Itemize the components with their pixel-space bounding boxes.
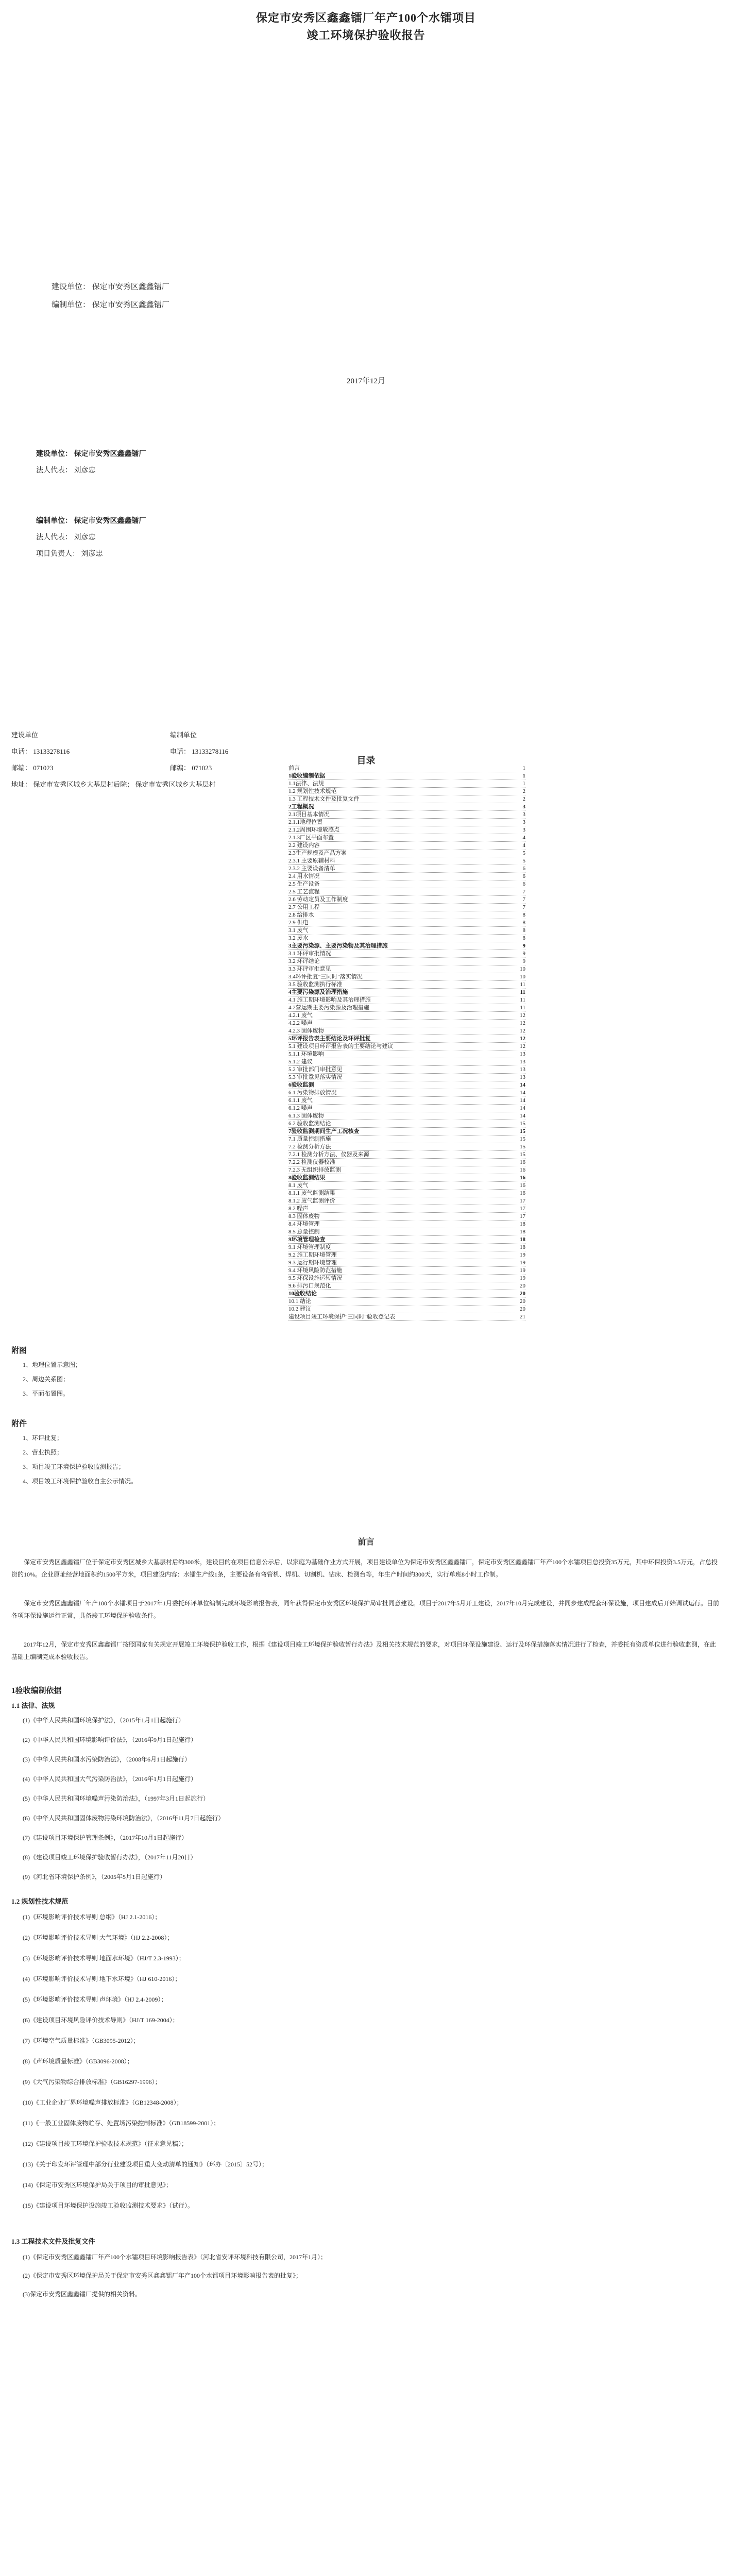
toc-entry-page: 3 bbox=[522, 827, 525, 833]
doc-item: (1)《保定市安秀区鑫鑫镭厂年产100个水镭项目环境影响报告表》（河北省安评环境科技有限公司，2017年1月）； bbox=[23, 2253, 327, 2261]
figures-heading: 附图 bbox=[11, 1347, 27, 1355]
toc-entry[interactable] bbox=[288, 1182, 525, 1190]
toc-entry-title: 6.1.3 固体废物 bbox=[288, 1113, 324, 1119]
toc-entry-page: 4 bbox=[522, 835, 525, 841]
toc-entry-title: 8.3 固体废物 bbox=[288, 1213, 320, 1219]
toc-entry-title: 6.1.1 废气 bbox=[288, 1097, 313, 1104]
toc-entry-title: 10.2 建议 bbox=[288, 1306, 311, 1312]
toc-entry-page: 17 bbox=[520, 1198, 525, 1204]
toc-entry-page: 1 bbox=[522, 781, 525, 787]
toc-entry-page: 2 bbox=[522, 788, 525, 794]
toc-entry-page: 16 bbox=[520, 1175, 525, 1181]
toc-entry-title: 3.4环评批复"三同时"落实情况 bbox=[288, 974, 363, 980]
toc-entry[interactable] bbox=[288, 765, 525, 772]
toc-entry-page: 20 bbox=[520, 1283, 525, 1289]
toc-entry-title: 3.2 环评结论 bbox=[288, 958, 320, 964]
toc-entry-title: 2.1.3厂区平面布置 bbox=[288, 835, 334, 841]
toc-entry-title: 3.3 环评审批意见 bbox=[288, 966, 331, 972]
toc-entry[interactable] bbox=[288, 1151, 525, 1159]
toc-entry-title: 2.3.1 主要原辅材料 bbox=[288, 858, 335, 864]
toc-entry-page: 14 bbox=[520, 1082, 525, 1088]
figure-item: 3、平面布置图。 bbox=[23, 1390, 70, 1397]
annex-heading: 附件 bbox=[11, 1420, 27, 1428]
doc-item: (3)保定市安秀区鑫鑫镭厂提供的相关资料。 bbox=[23, 2291, 141, 2298]
toc-entry-title: 2.9 供电 bbox=[288, 920, 309, 926]
contact-right-unit: 编制单位 bbox=[170, 731, 197, 739]
toc-entry-page: 21 bbox=[520, 1314, 525, 1320]
doc-item: (2)《保定市安秀区环境保护局关于保定市安秀区鑫鑫镭厂年产100个水镭项目环境影响报告表的批复》； bbox=[23, 2272, 302, 2279]
toc-entry[interactable] bbox=[288, 1159, 525, 1166]
toc-entry-page: 5 bbox=[522, 850, 525, 856]
toc-entry-page: 14 bbox=[520, 1090, 525, 1096]
toc-entry[interactable] bbox=[288, 981, 525, 989]
preface-p1: 保定市安秀区鑫鑫镭厂位于保定市安秀区城乡大基层村后约300米，建设目的在项目信息公示后，以家庭为基础作业方式开展，项目建设单位为保定市安秀区鑫鑫镭厂，保定市安秀区鑫鑫镭厂年产100个水镭项目总投资35万元，其中环保投资3.5万元，占总投资的10%。企业原址经营地面积约1500平方米，项目建设内容：水镭生产线1条，主要设备有弯管机、焊机、切割机、钻床、检测台等，年生产时间约300天，实行单班8小时工作制。 bbox=[11, 1558, 718, 1578]
toc-entry[interactable] bbox=[288, 1259, 525, 1267]
spec-item: (11)《一般工业固体废物贮存、处置场污染控制标准》（GB18599-2001）； bbox=[23, 2120, 220, 2127]
toc-entry[interactable] bbox=[288, 1251, 525, 1259]
toc-entry-title: 9环境管理检查 bbox=[288, 1236, 326, 1243]
toc-entry-title: 8.2 噪声 bbox=[288, 1206, 309, 1212]
toc-entry-page: 3 bbox=[522, 819, 525, 825]
toc-entry[interactable] bbox=[288, 1058, 525, 1066]
spec-item: (7)《环境空气质量标准》（GB3095-2012）； bbox=[23, 2037, 140, 2044]
toc-entry-title: 5环评报告表主要结论及环评批复 bbox=[288, 1036, 371, 1042]
toc-entry-page: 15 bbox=[520, 1121, 525, 1127]
toc-entry[interactable] bbox=[288, 950, 525, 958]
toc-entry-page: 12 bbox=[520, 1043, 525, 1049]
toc-entry[interactable] bbox=[288, 1313, 525, 1321]
toc-entry-page: 6 bbox=[522, 866, 525, 872]
toc-entry-page: 14 bbox=[520, 1105, 525, 1111]
figure-item: 1、地理位置示意图； bbox=[23, 1361, 82, 1368]
toc-entry-page: 9 bbox=[522, 951, 525, 957]
toc-entry[interactable] bbox=[288, 1275, 525, 1282]
toc-entry-title: 前言 bbox=[288, 765, 300, 771]
contact-left-tel: 电话： 13133278116 bbox=[11, 748, 70, 755]
toc-entry-title: 7.2.2 检测仪器校准 bbox=[288, 1159, 335, 1165]
toc-entry-page: 15 bbox=[520, 1144, 525, 1150]
toc-entry-page: 17 bbox=[520, 1206, 525, 1212]
toc-entry-title: 2.1项目基本情况 bbox=[288, 811, 330, 818]
toc-entry[interactable] bbox=[288, 1221, 525, 1228]
toc-entry[interactable] bbox=[288, 803, 525, 811]
toc-entry-page: 12 bbox=[520, 1020, 525, 1026]
law-item: (3)《中华人民共和国水污染防治法》，（2008年6月1日起施行） bbox=[23, 1756, 191, 1763]
toc-entry-page: 8 bbox=[522, 920, 525, 926]
toc-entry-title: 2.7 公用工程 bbox=[288, 904, 320, 910]
law-item: (5)《中华人民共和国环境噪声污染防治法》，（1997年3月1日起施行） bbox=[23, 1795, 209, 1802]
toc-entry-page: 1 bbox=[522, 765, 525, 771]
toc-entry[interactable] bbox=[288, 958, 525, 965]
toc-entry[interactable] bbox=[288, 1004, 525, 1012]
toc-entry-page: 11 bbox=[520, 981, 525, 988]
toc-entry-page: 7 bbox=[522, 896, 525, 903]
spec-item: (12)《建设项目竣工环境保护验收技术规范》（征求意见稿）； bbox=[23, 2140, 188, 2147]
toc-entry-page: 10 bbox=[520, 966, 525, 972]
contact-right-zip: 邮编： 071023 bbox=[170, 764, 212, 772]
sec1-sub3: 1.3 工程技术文件及批复文件 bbox=[11, 2238, 95, 2245]
preface-heading: 前言 bbox=[358, 1538, 374, 1547]
cover-date: 2017年12月 bbox=[346, 377, 385, 385]
toc-entry-title: 9.1 环境管理制度 bbox=[288, 1244, 331, 1250]
toc-entry[interactable] bbox=[288, 826, 525, 834]
toc-entry-title: 9.5 环保设施运转情况 bbox=[288, 1275, 343, 1281]
toc-entry[interactable] bbox=[288, 819, 525, 826]
annex-item: 1、环评批复； bbox=[23, 1434, 63, 1442]
toc-entry-page: 20 bbox=[520, 1291, 525, 1297]
toc-entry[interactable] bbox=[288, 996, 525, 1004]
toc-entry-page: 4 bbox=[522, 842, 525, 849]
toc-entry-page: 13 bbox=[520, 1066, 525, 1073]
spec-item: (1)《环境影响评价技术导则 总纲》（HJ 2.1-2016）； bbox=[23, 1913, 161, 1921]
toc-entry-title: 5.1.1 环境影响 bbox=[288, 1051, 324, 1057]
toc-entry[interactable] bbox=[288, 973, 525, 981]
toc-entry-title: 建设项目竣工环境保护"三同时"验收登记表 bbox=[288, 1314, 395, 1320]
toc-entry-page: 12 bbox=[520, 1012, 525, 1019]
toc-entry[interactable] bbox=[288, 1298, 525, 1306]
sec1-sub2: 1.2 规划性技术规范 bbox=[11, 1897, 69, 1905]
law-item: (6)《中华人民共和国固体废物污染环境防治法》，（2016年11月7日起施行） bbox=[23, 1815, 225, 1822]
toc-entry-page: 8 bbox=[522, 912, 525, 918]
toc-entry-title: 8.5 总量控制 bbox=[288, 1229, 320, 1235]
toc-entry-page: 6 bbox=[522, 873, 525, 879]
toc-entry-title: 3.5 验收监测执行标准 bbox=[288, 981, 343, 988]
toc-entry[interactable] bbox=[288, 857, 525, 865]
toc-entry-title: 1验收编制依据 bbox=[288, 773, 326, 779]
toc-entry[interactable] bbox=[288, 880, 525, 888]
toc-entry-title: 6.1.2 噪声 bbox=[288, 1105, 313, 1111]
toc-entry[interactable] bbox=[288, 1143, 525, 1151]
sec1-sub1: 1.1 法律、法规 bbox=[11, 1702, 55, 1709]
toc-entry-page: 16 bbox=[520, 1182, 525, 1189]
toc-entry-title: 7.2 检测分析方法 bbox=[288, 1144, 331, 1150]
toc-entry[interactable] bbox=[288, 1197, 525, 1205]
toc-entry-page: 8 bbox=[522, 927, 525, 934]
toc-entry[interactable] bbox=[288, 989, 525, 996]
toc-entry-title: 6.2 验收监测结论 bbox=[288, 1121, 331, 1127]
toc-entry[interactable] bbox=[288, 1136, 525, 1143]
toc-entry[interactable] bbox=[288, 1012, 525, 1020]
toc-entry-page: 16 bbox=[520, 1159, 525, 1165]
contact-address: 地址： 保定市安秀区城乡大基层村后院； 保定市安秀区城乡大基层村 bbox=[11, 781, 216, 788]
toc-entry[interactable] bbox=[288, 1205, 525, 1213]
toc-entry[interactable] bbox=[288, 788, 525, 795]
toc-entry[interactable] bbox=[288, 919, 525, 927]
toc-entry-title: 3主要污染源、主要污染物及其治理措施 bbox=[288, 943, 388, 949]
builder: 建设单位： 保定市安秀区鑫鑫镭厂 bbox=[36, 450, 146, 458]
toc-entry-page: 19 bbox=[520, 1275, 525, 1281]
toc-entry-title: 9.3 运行期环境管理 bbox=[288, 1260, 337, 1266]
toc-entry-title: 8.4 环境管理 bbox=[288, 1221, 320, 1227]
toc-entry-title: 8验收监测结果 bbox=[288, 1175, 326, 1181]
toc-entry-page: 14 bbox=[520, 1113, 525, 1119]
figure-item: 2、周边关系图； bbox=[23, 1376, 70, 1383]
toc-entry-title: 4.2.1 废气 bbox=[288, 1012, 313, 1019]
toc-entry-page: 9 bbox=[522, 943, 525, 949]
toc-entry-page: 2 bbox=[522, 796, 525, 802]
toc-entry[interactable] bbox=[288, 1174, 525, 1182]
toc-entry-title: 2工程概况 bbox=[288, 804, 314, 810]
toc-entry-title: 2.1.2周围环境敏感点 bbox=[288, 827, 339, 833]
annex-item: 3、项目竣工环境保护验收监测报告； bbox=[23, 1463, 125, 1470]
toc-entry-title: 8.1 废气 bbox=[288, 1182, 309, 1189]
toc-entry[interactable] bbox=[288, 873, 525, 880]
toc-entry-page: 7 bbox=[522, 904, 525, 910]
toc-entry[interactable] bbox=[288, 842, 525, 850]
preface-p2: 保定市安秀区鑫鑫镭厂年产100个水镭项目于2017年1月委托环评单位编制完成环境影响报告表，同年获得保定市安秀区环境保护局审批同意建设。项目于2017年5月开工建设，2017年10月完成建设，并同步建成配套环保设施，项目建成后开始调试运行。目前各项环保设施运行正常，具备竣工环境保护验收条件。 bbox=[11, 1600, 720, 1619]
cover-title-line1: 保定市安秀区鑫鑫镭厂年产100个水镭项目 bbox=[256, 11, 476, 24]
toc-entry-page: 3 bbox=[522, 804, 525, 810]
toc-entry[interactable] bbox=[288, 1066, 525, 1074]
toc-entry[interactable] bbox=[288, 935, 525, 942]
toc-entry-title: 5.1 建设项目环评报告表的主要结论与建议 bbox=[288, 1043, 394, 1049]
sec1-heading: 1验收编制依据 bbox=[11, 1687, 62, 1695]
toc-entry-title: 6.1 污染物排放情况 bbox=[288, 1090, 337, 1096]
toc-entry[interactable] bbox=[288, 1089, 525, 1097]
toc-entry[interactable] bbox=[288, 1244, 525, 1251]
spec-item: (2)《环境影响评价技术导则 大气环境》（HJ 2.2-2008）； bbox=[23, 1934, 174, 1941]
spec-item: (8)《声环境质量标准》（GB3096-2008）； bbox=[23, 2058, 133, 2065]
toc-entry-page: 1 bbox=[522, 773, 525, 779]
toc-entry[interactable] bbox=[288, 772, 525, 780]
toc-entry-title: 2.5 生产设备 bbox=[288, 881, 320, 887]
toc-entry-page: 12 bbox=[520, 1028, 525, 1034]
toc-entry[interactable] bbox=[288, 1282, 525, 1290]
spec-item: (5)《环境影响评价技术导则 声环境》（HJ 2.4-2009）； bbox=[23, 1996, 167, 2003]
toc-entry-page: 13 bbox=[520, 1074, 525, 1080]
toc-entry-page: 18 bbox=[520, 1229, 525, 1235]
toc-entry-title: 4主要污染源及治理措施 bbox=[288, 989, 348, 995]
toc-entry-title: 4.2.2 噪声 bbox=[288, 1020, 313, 1026]
toc-entry-page: 8 bbox=[522, 935, 525, 941]
toc-entry-page: 5 bbox=[522, 858, 525, 864]
spec-item: (6)《建设项目环境风险评价技术导则》（HJ/T 169-2004）； bbox=[23, 2016, 179, 2024]
toc-entry-title: 2.1.1地理位置 bbox=[288, 819, 322, 825]
toc-entry[interactable] bbox=[288, 1190, 525, 1197]
toc-entry[interactable] bbox=[288, 811, 525, 819]
spec-item: (14)《保定市安秀区环境保护局关于项目的审批意见》； bbox=[23, 2181, 172, 2189]
spec-item: (15)《建设项目环境保护设施竣工验收监测技术要求》（试行）。 bbox=[23, 2202, 194, 2209]
law-item: (1)《中华人民共和国环境保护法》，（2015年1月1日起施行） bbox=[23, 1717, 184, 1724]
toc-entry-page: 13 bbox=[520, 1051, 525, 1057]
spec-item: (9)《大气污染物综合排放标准》（GB16297-1996）； bbox=[23, 2078, 161, 2086]
toc-entry[interactable] bbox=[288, 1290, 525, 1298]
toc-entry[interactable] bbox=[288, 1120, 525, 1128]
toc-entry-page: 16 bbox=[520, 1167, 525, 1173]
toc-entry-page: 9 bbox=[522, 958, 525, 964]
toc-entry[interactable] bbox=[288, 865, 525, 873]
toc-entry-page: 11 bbox=[520, 997, 525, 1003]
law-item: (4)《中华人民共和国大气污染防治法》，（2016年1月1日起施行） bbox=[23, 1775, 197, 1783]
toc-entry-title: 2.3.2 主要设备清单 bbox=[288, 866, 335, 872]
toc-entry-title: 2.8 给排水 bbox=[288, 912, 314, 918]
toc-entry-title: 4.2营运期主要污染源及治理措施 bbox=[288, 1005, 369, 1011]
toc-entry-page: 18 bbox=[520, 1221, 525, 1227]
toc-entry[interactable] bbox=[288, 850, 525, 857]
toc-entry-title: 7验收监测期间生产工况核查 bbox=[288, 1128, 360, 1134]
toc-entry-page: 15 bbox=[520, 1136, 525, 1142]
toc-entry[interactable] bbox=[288, 1267, 525, 1275]
toc-entry-title: 9.4 环境风险防范措施 bbox=[288, 1267, 343, 1274]
annex-item: 2、营业执照； bbox=[23, 1449, 63, 1456]
toc-entry[interactable] bbox=[288, 1213, 525, 1221]
toc-entry[interactable] bbox=[288, 1050, 525, 1058]
toc-entry-page: 18 bbox=[520, 1236, 525, 1243]
toc-entry-title: 7.2.1 检测分析方法、仪器及来源 bbox=[288, 1151, 369, 1158]
toc-entry[interactable] bbox=[288, 795, 525, 803]
toc-entry-title: 8.1.2 废气监测评价 bbox=[288, 1198, 335, 1204]
toc-entry-title: 3.2 废水 bbox=[288, 935, 309, 941]
toc-entry-page: 19 bbox=[520, 1267, 525, 1274]
toc-entry-page: 15 bbox=[520, 1151, 525, 1158]
toc-entry-title: 1.2 规划性技术规范 bbox=[288, 788, 337, 794]
toc-entry-title: 10.1 结论 bbox=[288, 1298, 311, 1304]
toc-entry-title: 3.1 废气 bbox=[288, 927, 309, 934]
toc-entry[interactable] bbox=[288, 965, 525, 973]
toc-entry-title: 7.2.3 无组织排放监测 bbox=[288, 1167, 341, 1173]
law-item: (9)《河北省环境保护条例》，（2005年5月1日起施行） bbox=[23, 1873, 166, 1880]
toc-entry-title: 4.1 施工期环境影响及其治理措施 bbox=[288, 997, 371, 1003]
toc-entry[interactable] bbox=[288, 1027, 525, 1035]
toc-entry[interactable] bbox=[288, 911, 525, 919]
toc-entry-page: 15 bbox=[520, 1128, 525, 1134]
toc-entry[interactable] bbox=[288, 780, 525, 788]
toc-entry-page: 3 bbox=[522, 811, 525, 818]
toc-entry[interactable] bbox=[288, 904, 525, 911]
contact-right-tel: 电话： 13133278116 bbox=[170, 748, 229, 755]
toc-entry-title: 4.2.3 固体废物 bbox=[288, 1028, 324, 1034]
spec-item: (13)《关于印发环评管理中部分行业建设项目重大变动清单的通知》（环办〔2015〕52号）； bbox=[23, 2161, 268, 2168]
spec-item: (10)《工业企业厂界环境噪声排放标准》（GB12348-2008）； bbox=[23, 2099, 183, 2106]
toc-entry[interactable] bbox=[288, 1105, 525, 1112]
toc-entry[interactable] bbox=[288, 888, 525, 896]
toc-entry[interactable] bbox=[288, 834, 525, 842]
contact-left-zip: 邮编： 071023 bbox=[11, 764, 54, 772]
toc-entry-page: 11 bbox=[520, 1005, 525, 1011]
toc-entry[interactable] bbox=[288, 1020, 525, 1027]
cover-compiled-unit: 编制单位： 保定市安秀区鑫鑫镭厂 bbox=[52, 301, 169, 309]
toc-entry-page: 10 bbox=[520, 974, 525, 980]
toc-entry[interactable] bbox=[288, 1128, 525, 1136]
toc-entry-page: 7 bbox=[522, 889, 525, 895]
cover-title-line2: 竣工环境保护验收报告 bbox=[307, 29, 425, 42]
toc-entry[interactable] bbox=[288, 1035, 525, 1043]
toc-entry[interactable] bbox=[288, 1306, 525, 1313]
toc-entry[interactable] bbox=[288, 1166, 525, 1174]
toc-entry-title: 2.2 建设内容 bbox=[288, 842, 320, 849]
toc-entry-title: 2.5 工艺流程 bbox=[288, 889, 320, 895]
toc-entry-title: 2.3生产规模及产品方案 bbox=[288, 850, 347, 856]
toc-entry-title: 7.1 质量控制措施 bbox=[288, 1136, 331, 1142]
preface-p3: 2017年12月，保定市安秀区鑫鑫镭厂按照国家有关规定开展竣工环境保护验收工作，根据《建设项目竣工环境保护验收暂行办法》及相关技术规范的要求，对项目环保设施建设、运行及环保措施落实情况进行了检查，并委托有资质单位进行验收监测，在此基础上编制完成本验收报告。 bbox=[11, 1641, 717, 1660]
toc-entry[interactable] bbox=[288, 942, 525, 950]
toc-entry[interactable] bbox=[288, 896, 525, 904]
toc-entry-title: 5.1.2 建议 bbox=[288, 1059, 313, 1065]
toc-entry-page: 17 bbox=[520, 1213, 525, 1219]
toc-entry-title: 5.2 审批部门审批意见 bbox=[288, 1066, 343, 1073]
toc-entry-title: 9.2 施工期环境管理 bbox=[288, 1252, 337, 1258]
toc-entry[interactable] bbox=[288, 1074, 525, 1081]
toc-entry[interactable] bbox=[288, 1081, 525, 1089]
law-item: (8)《建设项目竣工环境保护验收暂行办法》，（2017年11月20日） bbox=[23, 1854, 197, 1861]
toc-entry-page: 14 bbox=[520, 1097, 525, 1104]
toc-heading: 目录 bbox=[356, 755, 376, 766]
law-item: (7)《建设项目环境保护管理条例》，（2017年10月1日起施行） bbox=[23, 1834, 188, 1841]
toc-entry-title: 1.3 工程技术文件及批复文件 bbox=[288, 796, 360, 802]
toc-entry[interactable] bbox=[288, 1097, 525, 1105]
toc-entry[interactable] bbox=[288, 1236, 525, 1244]
toc-entry-title: 1.1法律、法规 bbox=[288, 781, 324, 787]
toc-entry-title: 2.4 用水情况 bbox=[288, 873, 320, 879]
toc-entry-page: 20 bbox=[520, 1298, 525, 1304]
toc-entry-page: 20 bbox=[520, 1306, 525, 1312]
cover-prepared-unit: 建设单位： 保定市安秀区鑫鑫镭厂 bbox=[52, 283, 169, 291]
toc-entry-title: 8.1.1 废气监测结果 bbox=[288, 1190, 335, 1196]
project-lead: 项目负责人： 刘彦忠 bbox=[36, 550, 103, 558]
toc-entry-page: 19 bbox=[520, 1260, 525, 1266]
toc-entry-page: 19 bbox=[520, 1252, 525, 1258]
contact-left-unit: 建设单位 bbox=[11, 731, 39, 739]
toc-entry[interactable] bbox=[288, 1228, 525, 1236]
toc-entry-title: 9.6 排污口规范化 bbox=[288, 1283, 331, 1289]
toc-entry[interactable] bbox=[288, 927, 525, 935]
toc-entry-page: 16 bbox=[520, 1190, 525, 1196]
legal-rep-2: 法人代表： 刘彦忠 bbox=[36, 534, 96, 541]
spec-item: (3)《环境影响评价技术导则 地面水环境》（HJ/T 2.3-1993）； bbox=[23, 1955, 185, 1962]
toc-entry-page: 12 bbox=[520, 1036, 525, 1042]
toc-entry-page: 6 bbox=[522, 881, 525, 887]
toc-entry-title: 3.1 环评审批情况 bbox=[288, 951, 331, 957]
toc-entry-title: 5.3 审批意见落实情况 bbox=[288, 1074, 343, 1080]
law-item: (2)《中华人民共和国环境影响评价法》，（2016年9月1日起施行） bbox=[23, 1736, 197, 1743]
toc-entry-title: 2.6 劳动定员及工作制度 bbox=[288, 896, 348, 903]
toc-entry-title: 6验收监测 bbox=[288, 1082, 314, 1088]
legal-rep: 法人代表： 刘彦忠 bbox=[36, 467, 96, 474]
spec-item: (4)《环境影响评价技术导则 地下水环境》（HJ 610-2016）； bbox=[23, 1975, 181, 1982]
annex-item: 4、项目竣工环境保护验收自主公示情况。 bbox=[23, 1478, 138, 1485]
toc-entry-title: 10验收结论 bbox=[288, 1291, 317, 1297]
compiler: 编制单位： 保定市安秀区鑫鑫镭厂 bbox=[36, 517, 146, 525]
toc-entry[interactable] bbox=[288, 1043, 525, 1050]
toc-entry-page: 18 bbox=[520, 1244, 525, 1250]
toc-entry-page: 11 bbox=[520, 989, 525, 995]
toc-entry-page: 13 bbox=[520, 1059, 525, 1065]
toc-entry[interactable] bbox=[288, 1112, 525, 1120]
